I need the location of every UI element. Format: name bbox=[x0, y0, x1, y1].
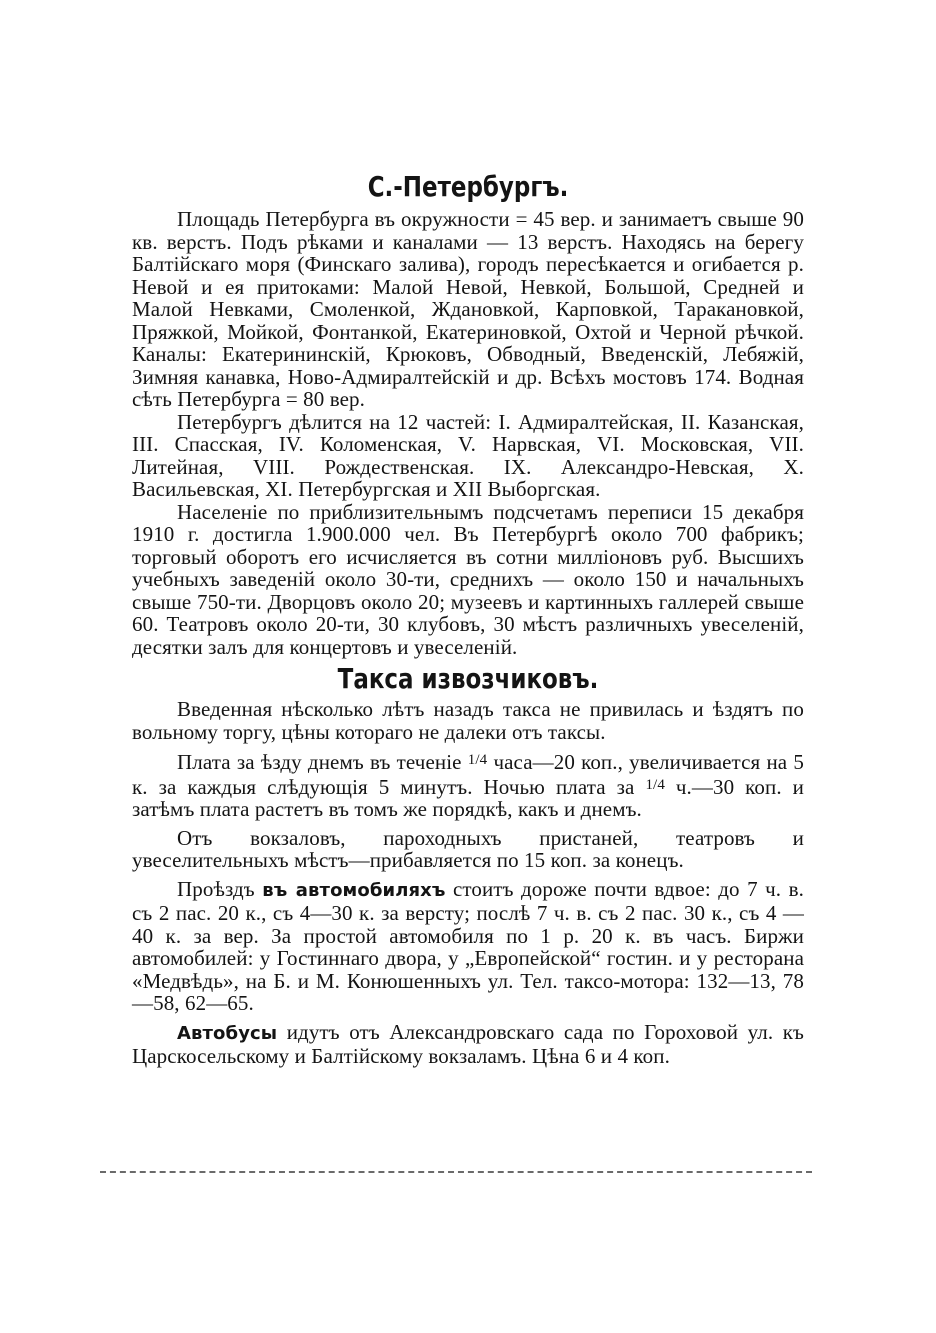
automobile-emphasis: въ автомобиляхъ bbox=[262, 879, 446, 901]
population-paragraph: Населеніе по приблизительнымъ подсчетамъ переписи 15 декабря 1910 г. достигла 1.900.000 чел. Въ Петербургѣ около 700 фабрикъ; торговый оборотъ его исчисляется въ сотни милліоновъ руб. Высшихъ учебныхъ заведеній около 30-ти, среднихъ — около 150 и начальныхъ свыше 750-ти. Дворцовъ около 20; музеевъ и картинныхъ галлерей свыше 60. Театровъ около 20-ти, 30 клубовъ, 30 мѣстъ различныхъ увеселеній, десятки залъ для концертовъ и увеселеній. bbox=[132, 499, 804, 659]
autobus-rest: идутъ отъ Александровскаго сада по Гороховой ул. къ Царскосельскому и Балтійскому вокзаламъ. Цѣна 6 и 4 коп. bbox=[132, 1019, 804, 1068]
quarter-fraction-night: 1/4 bbox=[645, 776, 665, 793]
fare-text-before: Плата за ѣзду днемъ въ теченіе bbox=[177, 750, 462, 774]
automobile-lead: Проѣздъ bbox=[177, 876, 255, 901]
area-paragraph: Площадь Петербурга въ окружности = 45 вер. и занимаетъ свыше 90 кв. верстъ. Подъ рѣками и каналами — 13 верстъ. Находясь на берегу Балтійскаго моря (Финскаго залива), городъ пересѣкается и огибается р. Невой и ея притоками: Малой Невой, Невкой, Большой, Средней и Малой Невками, Смоленкой, Ждановкой, Карповкой, Таракановкой, Пряжкой, Мойкой, Фонтанкой, Екатериновкой, Охтой и Черной рѣчкой. Каналы: Екатерининскій, Крюковъ, Обводный, Введенскій, Лебяжій, Зимняя канавка, Ново-Адмиралтейскій и др. Всѣхъ мостовъ 174. Водная сѣть Петербурга = 80 вер. bbox=[132, 207, 804, 411]
station-surcharge-paragraph: Отъ вокзаловъ, пароходныхъ пристаней, театровъ и увеселительныхъ мѣстъ—прибавляется по 15 коп. за конецъ. bbox=[132, 825, 804, 872]
automobile-rest: стоитъ дороже почти вдвое: до 7 ч. в. съ 2 пас. 20 к., съ 4—30 к. за версту; послѣ 7 ч. в. съ 2 пас. 30 к., съ 4 — 40 к. за вер. За простой автомобиля по 1 р. 20 к. въ часъ. Биржи автомобилей: у Гостиннаго двора, у „Европейской“ гостин. и у ресторана «Медвѣдь», на Б. и М. Конюшенныхъ ул. Тел. таксо-мотора: 132—13, 78—58, 62—65. bbox=[132, 876, 804, 1015]
fare-text-after: ч.—30 коп. и затѣмъ плата растетъ въ томъ же порядкѣ, какъ и днемъ. bbox=[132, 774, 804, 821]
bottom-rule bbox=[100, 1171, 812, 1173]
autobus-paragraph bbox=[132, 1021, 804, 1068]
cab-intro-paragraph: Введенная нѣсколько лѣтъ назадъ такса не привилась и ѣздятъ по вольному торгу, цѣны котораго не далеки отъ таксы. bbox=[132, 697, 804, 744]
text-column bbox=[132, 170, 804, 1068]
autobus-emphasis: Автобусы bbox=[177, 1022, 278, 1044]
cab-fare-paragraph bbox=[132, 749, 804, 821]
page-title: С.-Петербургъ. bbox=[367, 170, 569, 203]
districts-paragraph: Петербургъ дѣлится на 12 частей: I. Адмиралтейская, II. Казанская, III. Спасская, IV. Коломенская, V. Нарвская, VI. Московская, VII. Литейная, VIII. Рождественская. IX. Александро-Невская, X. Васильевская, XI. Петербургская и XII Выборгская. bbox=[132, 409, 804, 501]
quarter-fraction: 1/4 bbox=[467, 752, 488, 768]
automobile-paragraph bbox=[132, 878, 804, 1015]
fare-text-middle: часа—20 коп., увеличивается на 5 к. за каждыя слѣдующія 5 минутъ. Ночью плата за bbox=[132, 750, 804, 799]
section-title-cab-rates: Такса извозчиковъ. bbox=[337, 662, 599, 695]
